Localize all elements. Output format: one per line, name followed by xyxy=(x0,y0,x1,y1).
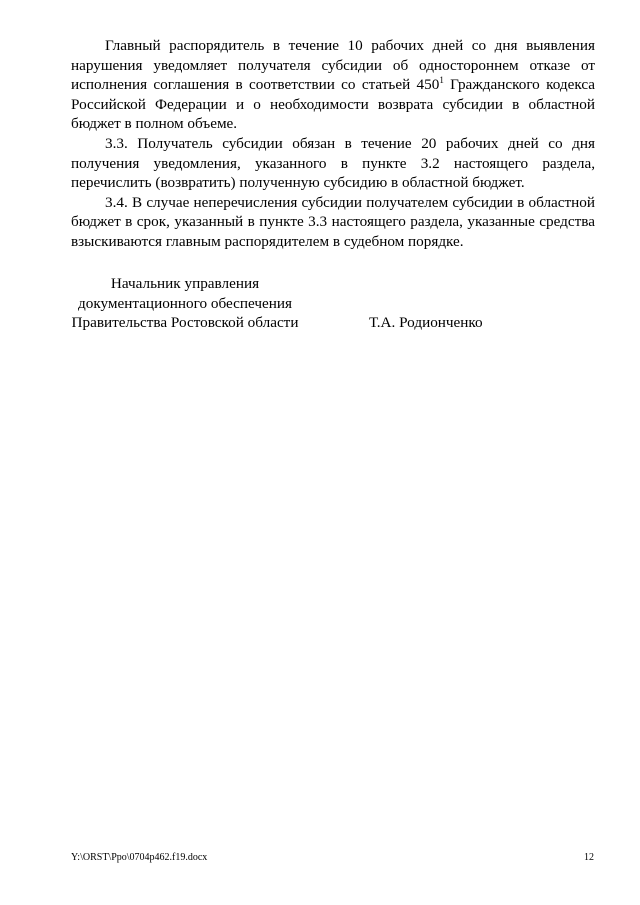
signatory-name: Т.А. Родионченко xyxy=(369,314,483,331)
paragraph-3-4: 3.4. В случае неперечисления субсидии получателем субсидии в областной бюджет в срок, указанный в пункте 3.3 настоящего раздела, указанные средства взыскиваются главным распорядителем в судебном порядке. xyxy=(71,193,595,250)
page-number: 12 xyxy=(584,852,594,863)
footer-file-path: Y:\ORST\Ppo\0704p462.f19.docx xyxy=(71,852,208,863)
document-body xyxy=(71,36,595,252)
signatory-title: Начальник управления документационного обеспечения Правительства Ростовской области xyxy=(71,275,299,332)
footnote-superscript: 1 xyxy=(439,75,444,86)
paragraph-notification: Главный распорядитель в течение 10 рабочих дней со дня выявления нарушения уведомляет получателя субсидии об одностороннем отказе от исполнения соглашения в соответствии со статьей $450^1$ Гражданского кодекса Российской Федерации и о необходимости возврата субсидии в областной бюджет в полном объеме. xyxy=(71,37,596,133)
paragraph-3-3: 3.3. Получатель субсидии обязан в течение 20 рабочих дней со дня получения уведомления, указанного в пункте 3.2 настоящего раздела, перечислить (возвратить) полученную субсидию в областной бюджет. xyxy=(71,134,595,192)
signature-block xyxy=(71,274,501,333)
